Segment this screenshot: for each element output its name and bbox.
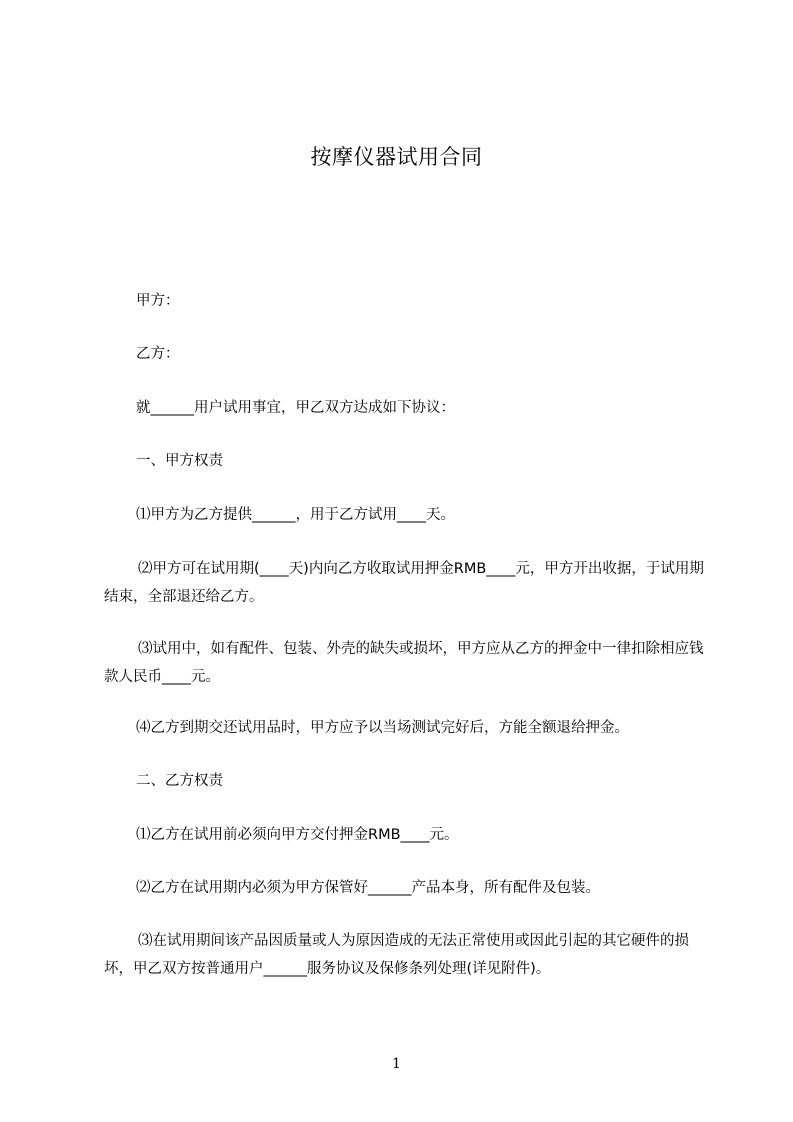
intro-paragraph: 就______用户试用事宜，甲乙双方达成如下协议： (136, 400, 455, 416)
section-2-item-2: ⑵乙方在试用期内必须为甲方保管好______产品本身，所有配件及包装。 (136, 880, 600, 896)
page-number: 1 (392, 1056, 401, 1072)
section-1-item-1: ⑴甲方为乙方提供______，用于乙方试用____天。 (136, 507, 455, 523)
section-1-item-3: ⑶试用中，如有配件、包装、外壳的缺失或损坏，甲方应从乙方的押金中一律扣除相应钱款人民币____元。 (104, 641, 704, 685)
section-2-heading: 二、乙方权责 (136, 773, 223, 789)
party-a-label: 甲方： (136, 293, 180, 309)
section-2-item-3: ⑶在试用期间该产品因质量或人为原因造成的无法正常使用或因此引起的其它硬件的损坏，甲乙双方按普通用户______服务协议及保修条列处理(详见附件)。 (104, 933, 689, 977)
section-1-heading: 一、甲方权责 (136, 453, 223, 469)
section-1-item-2: ⑵甲方可在试用期(____天)内向乙方收取试用押金RMB____元，甲方开出收据，于试用期结束，全部退还给乙方。 (104, 561, 704, 605)
section-2-item-1: ⑴乙方在试用前必须向甲方交付押金RMB____元。 (136, 827, 459, 843)
document-title: 按摩仪器试用合同 (310, 145, 483, 169)
section-1-item-4: ⑷乙方到期交还试用品时，甲方应予以当场测试完好后，方能全额退给押金。 (136, 720, 629, 736)
party-b-label: 乙方： (136, 346, 180, 362)
